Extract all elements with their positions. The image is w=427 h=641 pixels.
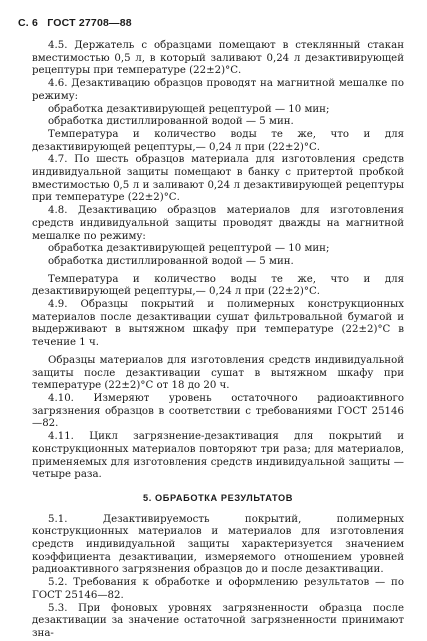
paragraph-5-2: 5.2. Требования к обработке и оформлению результатов — по ГОСТ 25146—82. bbox=[32, 577, 404, 601]
paragraph-4-11: 4.11. Цикл загрязнение-дезактивация для покрытий и конструкционных материалов повторяют три раза; для материалов, применяемых для изготовления средств индивидуальной защиты — четыре раза. bbox=[32, 431, 404, 481]
standard-designation: ГОСТ 27708—88 bbox=[47, 17, 132, 29]
paragraph-5-3: 5.3. При фоновых уровнях загрязненности образца после дезактивации за значение остаточной загрязненности принимают зна- bbox=[32, 602, 404, 639]
paragraph-temperature-note: Температура и количество воды те же, что и для дезактивирующей рецептуры,— 0,24 л при (22±2)°С. bbox=[32, 128, 404, 153]
list-item: обработка дезактивирующей рецептурой — 10 мин; bbox=[48, 243, 330, 255]
page-number: С. 6 bbox=[18, 17, 39, 29]
paragraph-4-5: 4.5. Держатель с образцами помещают в стеклянный стакан вместимостью 0,5 л, в который заливают 0,24 л дезактивирующей рецептуры при температуре (22±2)°С. bbox=[32, 40, 404, 77]
paragraph-temperature-note: Температура и количество воды те же, что и для дезактивирующей рецептуры,— 0,24 л при (22±2)°С. bbox=[32, 273, 404, 298]
paragraph-4-6: 4.6. Дезактивацию образцов проводят на магнитной мешалке по режиму: bbox=[32, 78, 404, 102]
section-heading: 5. ОБРАБОТКА РЕЗУЛЬТАТОВ bbox=[143, 492, 293, 503]
paragraph-4-10: 4.10. Измеряют уровень остаточного радиоактивного загрязнения образцов в соответствии с требованиями ГОСТ 25146—82. bbox=[32, 392, 404, 430]
paragraph-4-7: 4.7. По шесть образцов материала для изготовления средств индивидуальной защиты помещают в банку с притертой пробкой вместимостью 0,5 л и заливают 0,24 л дезактивирующей рецептуры при температуре (22±2)°С. bbox=[32, 154, 404, 204]
document-body bbox=[32, 40, 404, 641]
list-item: обработка дистиллированной водой — 5 мин. bbox=[48, 255, 294, 267]
paragraph-5-1: 5.1. Дезактивируемость покрытий, полимерных конструкционных материалов и материалов для изготовления средств индивидуальной защиты характеризуется значением коэффициента дезактивации, измеряемого отношением уровней радиоактивного загрязнения образцов до и после дезактивации. bbox=[32, 513, 404, 576]
list-item: обработка дезактивирующей рецептурой — 10 мин; bbox=[48, 103, 330, 115]
paragraph-ppe-drying: Образцы материалов для изготовления средств индивидуальной защиты после дезактивации сушат в вытяжном шкафу при температуре (22±2)°С от 18 до 20 ч. bbox=[32, 354, 404, 392]
paragraph-4-9: 4.9. Образцы покрытий и полимерных конструкционных материалов после дезактивации сушат фильтровальной бумагой и выдерживают в вытяжном шкафу при температуре (22±2)°С в течение 1 ч. bbox=[32, 299, 404, 349]
page-header bbox=[18, 17, 132, 29]
list-item: обработка дистиллированной водой — 5 мин. bbox=[48, 116, 294, 128]
paragraph-4-8: 4.8. Дезактивацию образцов материалов для изготовления средств индивидуальной защиты проводят дважды на магнитной мешалке по режиму: bbox=[32, 205, 404, 242]
